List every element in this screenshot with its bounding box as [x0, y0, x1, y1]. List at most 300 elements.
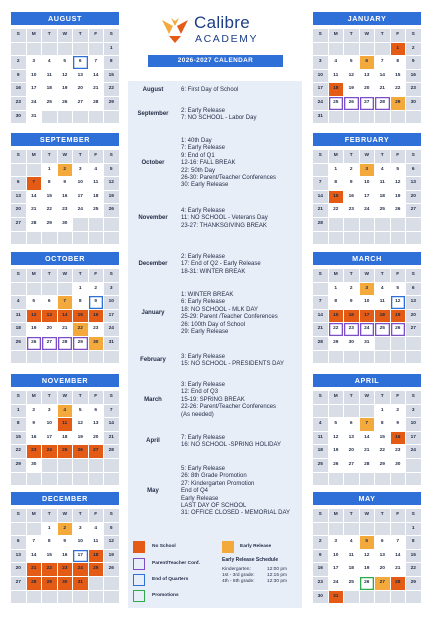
event-month-label: March: [144, 396, 162, 403]
day-cell: 21: [104, 432, 119, 445]
day-cell: 8: [11, 418, 26, 431]
empty-day: [360, 232, 375, 245]
month-title: NOVEMBER: [11, 374, 119, 387]
weekday-header: S: [104, 509, 119, 522]
event-lines: [181, 354, 302, 369]
weekday-header: W: [360, 269, 375, 282]
empty-day: [11, 283, 26, 296]
weekday-header: W: [360, 29, 375, 42]
day-cell: 27: [406, 204, 421, 217]
legend-no-school-swatch: [133, 541, 145, 553]
empty-day: [344, 591, 359, 604]
day-cell: 4: [344, 536, 359, 549]
empty-day: [89, 111, 104, 124]
day-cell: 7: [360, 418, 375, 431]
empty-day: [329, 43, 344, 56]
legend-quarter-label: End of Quarters: [152, 577, 189, 582]
empty-day: [58, 459, 73, 472]
day-cell: 22: [104, 83, 119, 96]
empty-day: [360, 405, 375, 418]
empty-day: [27, 351, 42, 364]
event-line: LAST DAY OF SCHOOL: [181, 503, 247, 510]
weekday-header: W: [58, 269, 73, 282]
day-cell: 1: [329, 164, 344, 177]
event-line: 1: WINTER BREAK: [181, 292, 234, 298]
weekday-header: M: [27, 150, 42, 163]
schedule-grade-2: 4th - 8th grade:: [222, 579, 255, 584]
legend-conf-label: Parent/Teacher Conf.: [152, 561, 200, 566]
day-cell: 22: [42, 204, 57, 217]
day-cell: 28: [58, 337, 73, 350]
empty-day: [406, 351, 421, 364]
day-cell: 9: [391, 418, 406, 431]
day-cell: 20: [11, 204, 26, 217]
month-title: OCTOBER: [11, 252, 119, 265]
empty-day: [391, 111, 406, 124]
day-cell: 23: [344, 204, 359, 217]
weekday-header: S: [11, 269, 26, 282]
day-cell: 11: [89, 177, 104, 190]
empty-day: [11, 43, 26, 56]
day-cell: 12: [329, 432, 344, 445]
day-cell: 11: [42, 70, 57, 83]
day-cell: 17: [313, 83, 328, 96]
weekday-header: T: [42, 391, 57, 404]
day-cell: 31: [104, 337, 119, 350]
day-cell: 4: [375, 283, 390, 296]
event-month-label: August: [142, 86, 164, 93]
day-cell: 19: [104, 550, 119, 563]
month-grid: [11, 391, 119, 485]
event-line: 23-27: THANKSGIVING BREAK: [181, 222, 267, 229]
weekday-header: T: [42, 150, 57, 163]
day-cell: 14: [360, 432, 375, 445]
day-cell: 13: [89, 418, 104, 431]
day-cell: 3: [42, 405, 57, 418]
weekday-header: S: [104, 150, 119, 163]
day-cell: 14: [27, 191, 42, 204]
event-line: 2: Early Release: [181, 108, 226, 114]
event-line: 2: Early Release: [181, 254, 226, 260]
day-cell: 3: [313, 56, 328, 69]
day-cell: 5: [329, 418, 344, 431]
weekday-header: M: [329, 269, 344, 282]
weekday-header: S: [11, 391, 26, 404]
weekday-header: F: [391, 509, 406, 522]
day-cell: 17: [406, 432, 421, 445]
empty-day: [313, 232, 328, 245]
day-cell: 19: [329, 445, 344, 458]
day-cell: 31: [313, 111, 328, 124]
day-cell: 21: [375, 83, 390, 96]
day-cell: 25: [11, 337, 26, 350]
day-cell: 6: [406, 164, 421, 177]
day-cell: 24: [406, 445, 421, 458]
day-cell: 27: [360, 97, 375, 110]
day-cell: 29: [42, 577, 57, 590]
empty-day: [360, 218, 375, 231]
day-cell: 13: [375, 550, 390, 563]
day-cell: 29: [391, 97, 406, 110]
weekday-header: T: [375, 150, 390, 163]
day-cell: 7: [89, 56, 104, 69]
day-cell: 21: [27, 563, 42, 576]
day-cell: 19: [360, 563, 375, 576]
day-cell: 15: [104, 70, 119, 83]
weekday-header: T: [73, 29, 88, 42]
day-cell: 23: [58, 563, 73, 576]
day-cell: 11: [58, 418, 73, 431]
empty-day: [313, 405, 328, 418]
event-line: 12: End of Q3: [181, 389, 219, 396]
day-cell: 19: [27, 323, 42, 336]
weekday-header: S: [406, 509, 421, 522]
empty-day: [344, 351, 359, 364]
day-cell: 30: [89, 337, 104, 350]
day-cell: 25: [344, 577, 359, 590]
day-cell: 4: [58, 405, 73, 418]
day-cell: 12: [360, 550, 375, 563]
day-cell: 10: [27, 70, 42, 83]
day-cell: 10: [104, 296, 119, 309]
event-lines: [181, 108, 302, 123]
empty-day: [73, 43, 88, 56]
empty-day: [27, 283, 42, 296]
empty-day: [406, 591, 421, 604]
day-cell: 28: [391, 577, 406, 590]
event-line: 15-19: SPRING BREAK: [181, 396, 245, 403]
day-cell: 8: [329, 177, 344, 190]
empty-day: [329, 351, 344, 364]
empty-day: [406, 473, 421, 486]
weekday-header: T: [42, 29, 57, 42]
day-cell: 25: [313, 459, 328, 472]
empty-day: [313, 351, 328, 364]
day-cell: 1: [391, 43, 406, 56]
day-cell: 3: [329, 536, 344, 549]
day-cell: 12: [104, 177, 119, 190]
day-cell: 17: [104, 310, 119, 323]
day-cell: 27: [406, 323, 421, 336]
month-title: AUGUST: [11, 12, 119, 25]
day-cell: 11: [375, 296, 390, 309]
empty-day: [104, 218, 119, 231]
empty-day: [313, 523, 328, 536]
day-cell: 16: [391, 432, 406, 445]
month-december: [11, 492, 119, 603]
empty-day: [11, 523, 26, 536]
empty-day: [360, 351, 375, 364]
day-cell: 5: [104, 164, 119, 177]
empty-day: [42, 111, 57, 124]
event-lines: [181, 382, 302, 419]
day-cell: 6: [375, 536, 390, 549]
event-line: 11: NO SCHOOL - Veterans Day: [181, 215, 268, 222]
empty-day: [11, 232, 26, 245]
day-cell: 13: [11, 191, 26, 204]
event-line: 3: Early Release: [181, 354, 226, 360]
event-line: 18: NO SCHOOL - MLK DAY: [181, 306, 259, 313]
month-title: SEPTEMBER: [11, 133, 119, 146]
empty-day: [73, 591, 88, 604]
day-cell: 5: [73, 405, 88, 418]
day-cell: 25: [42, 97, 57, 110]
day-cell: 15: [329, 310, 344, 323]
weekday-header: T: [344, 391, 359, 404]
day-cell: 29: [329, 337, 344, 350]
day-cell: 14: [313, 191, 328, 204]
day-cell: 13: [42, 310, 57, 323]
day-cell: 15: [329, 191, 344, 204]
day-cell: 26: [344, 97, 359, 110]
day-cell: 28: [360, 459, 375, 472]
empty-day: [344, 473, 359, 486]
empty-day: [406, 232, 421, 245]
empty-day: [391, 232, 406, 245]
empty-day: [73, 232, 88, 245]
day-cell: 28: [313, 218, 328, 231]
month-may: [313, 492, 421, 603]
day-cell: 1: [42, 164, 57, 177]
day-cell: 25: [58, 445, 73, 458]
legend-no-school-label: No School: [152, 544, 176, 549]
day-cell: 26: [391, 204, 406, 217]
day-cell: 9: [58, 177, 73, 190]
day-cell: 31: [329, 591, 344, 604]
day-cell: 21: [58, 323, 73, 336]
weekday-header: F: [391, 29, 406, 42]
weekday-header: T: [344, 150, 359, 163]
event-line: 29: Early Release: [181, 329, 229, 336]
schedule-time-1: 12:15 pm: [267, 573, 288, 578]
day-cell: 7: [58, 296, 73, 309]
day-cell: 2: [89, 283, 104, 296]
month-october: [11, 252, 119, 363]
day-cell: 19: [391, 191, 406, 204]
weekday-header: F: [89, 269, 104, 282]
weekday-header: S: [313, 29, 328, 42]
day-cell: 6: [406, 283, 421, 296]
event-line: 31: OFFICE CLOSED - MEMORIAL DAY: [181, 510, 291, 517]
event-lines: [181, 466, 302, 518]
weekday-header: T: [344, 29, 359, 42]
empty-day: [391, 218, 406, 231]
day-cell: 7: [375, 56, 390, 69]
day-cell: 17: [329, 563, 344, 576]
event-line: 5: Early Release: [181, 466, 226, 472]
day-cell: 18: [58, 432, 73, 445]
day-cell: 12: [391, 296, 406, 309]
month-april: [313, 374, 421, 485]
empty-day: [58, 232, 73, 245]
empty-day: [58, 473, 73, 486]
event-line: 22-26: Parent/Teacher Conferences: [181, 404, 277, 411]
event-line: 7: NO SCHOOL - Labor Day: [181, 115, 257, 122]
empty-day: [360, 591, 375, 604]
day-cell: 27: [344, 459, 359, 472]
day-cell: 2: [27, 405, 42, 418]
day-cell: 10: [329, 550, 344, 563]
day-cell: 10: [360, 296, 375, 309]
weekday-header: T: [375, 29, 390, 42]
day-cell: 29: [406, 577, 421, 590]
weekday-header: T: [375, 391, 390, 404]
day-cell: 6: [42, 296, 57, 309]
day-cell: 19: [104, 191, 119, 204]
day-cell: 18: [329, 83, 344, 96]
month-grid: [11, 150, 119, 244]
weekday-header: S: [104, 391, 119, 404]
day-cell: 20: [406, 310, 421, 323]
empty-day: [27, 473, 42, 486]
event-month-label: October: [141, 159, 165, 166]
day-cell: 1: [104, 43, 119, 56]
day-cell: 18: [375, 191, 390, 204]
empty-day: [89, 218, 104, 231]
month-march: [313, 252, 421, 363]
event-line: 6: First Day of School: [181, 87, 239, 93]
day-cell: 6: [73, 56, 88, 69]
day-cell: 30: [313, 591, 328, 604]
weekday-header: S: [406, 29, 421, 42]
day-cell: 30: [406, 97, 421, 110]
weekday-header: F: [89, 29, 104, 42]
day-cell: 24: [27, 97, 42, 110]
day-cell: 30: [11, 111, 26, 124]
month-grid: [313, 29, 421, 123]
day-cell: 24: [360, 204, 375, 217]
empty-day: [73, 351, 88, 364]
day-cell: 29: [42, 218, 57, 231]
empty-day: [58, 591, 73, 604]
empty-day: [375, 43, 390, 56]
day-cell: 7: [313, 177, 328, 190]
day-cell: 30: [58, 218, 73, 231]
weekday-header: W: [360, 391, 375, 404]
event-month-label: February: [140, 357, 166, 364]
weekday-header: M: [329, 29, 344, 42]
empty-day: [27, 232, 42, 245]
weekday-header: W: [58, 509, 73, 522]
day-cell: 19: [58, 83, 73, 96]
day-cell: 10: [360, 177, 375, 190]
empty-day: [27, 164, 42, 177]
empty-day: [42, 283, 57, 296]
day-cell: 22: [11, 445, 26, 458]
legend-early-label: Early Release: [240, 544, 272, 549]
weekday-header: M: [329, 391, 344, 404]
empty-day: [375, 232, 390, 245]
day-cell: 19: [344, 83, 359, 96]
day-cell: 13: [406, 296, 421, 309]
day-cell: 9: [406, 56, 421, 69]
month-title: APRIL: [313, 374, 421, 387]
empty-day: [375, 591, 390, 604]
month-grid: [11, 29, 119, 123]
weekday-header: M: [27, 391, 42, 404]
day-cell: 5: [391, 164, 406, 177]
empty-day: [42, 459, 57, 472]
empty-day: [89, 232, 104, 245]
empty-day: [11, 591, 26, 604]
event-line: 7: Early Release: [181, 435, 226, 441]
empty-day: [27, 43, 42, 56]
day-cell: 16: [313, 563, 328, 576]
day-cell: 23: [89, 323, 104, 336]
empty-day: [27, 523, 42, 536]
event-line: 16: NO SCHOOL -SPRING HOLIDAY: [181, 442, 282, 449]
day-cell: 25: [375, 323, 390, 336]
logo-name: Calibre: [194, 13, 250, 32]
day-cell: 24: [104, 323, 119, 336]
weekday-header: T: [375, 269, 390, 282]
month-grid: [11, 269, 119, 363]
day-cell: 28: [27, 218, 42, 231]
day-cell: 26: [104, 204, 119, 217]
event-line: Early Release: [181, 495, 219, 502]
empty-day: [58, 43, 73, 56]
empty-day: [344, 218, 359, 231]
day-cell: 9: [11, 70, 26, 83]
day-cell: 6: [11, 177, 26, 190]
day-cell: 26: [360, 577, 375, 590]
empty-day: [58, 283, 73, 296]
day-cell: 28: [313, 337, 328, 350]
day-cell: 2: [11, 56, 26, 69]
day-cell: 17: [360, 310, 375, 323]
day-cell: 8: [375, 418, 390, 431]
month-january: [313, 12, 421, 123]
day-cell: 12: [391, 177, 406, 190]
event-line: 27: Kindergarten Promotion: [181, 480, 255, 487]
weekday-header: M: [329, 509, 344, 522]
day-cell: 15: [375, 432, 390, 445]
day-cell: 22: [329, 204, 344, 217]
day-cell: 9: [27, 418, 42, 431]
weekday-header: W: [58, 150, 73, 163]
month-title: MARCH: [313, 252, 421, 265]
empty-day: [42, 591, 57, 604]
day-cell: 2: [344, 164, 359, 177]
day-cell: 21: [313, 323, 328, 336]
weekday-header: T: [42, 269, 57, 282]
day-cell: 26: [329, 459, 344, 472]
day-cell: 13: [344, 432, 359, 445]
day-cell: 15: [42, 550, 57, 563]
day-cell: 22: [391, 83, 406, 96]
day-cell: 8: [391, 56, 406, 69]
empty-day: [11, 473, 26, 486]
empty-day: [42, 232, 57, 245]
empty-day: [89, 577, 104, 590]
day-cell: 21: [89, 83, 104, 96]
empty-day: [313, 283, 328, 296]
event-lines: [181, 435, 302, 450]
event-line: (As needed): [181, 411, 214, 418]
empty-day: [89, 459, 104, 472]
day-cell: 26: [58, 97, 73, 110]
empty-day: [391, 473, 406, 486]
month-grid: [313, 150, 421, 244]
day-cell: 10: [73, 536, 88, 549]
day-cell: 2: [58, 164, 73, 177]
weekday-header: T: [344, 509, 359, 522]
day-cell: 14: [391, 550, 406, 563]
day-cell: 5: [104, 523, 119, 536]
weekday-header: T: [375, 509, 390, 522]
day-cell: 22: [73, 323, 88, 336]
empty-day: [313, 164, 328, 177]
